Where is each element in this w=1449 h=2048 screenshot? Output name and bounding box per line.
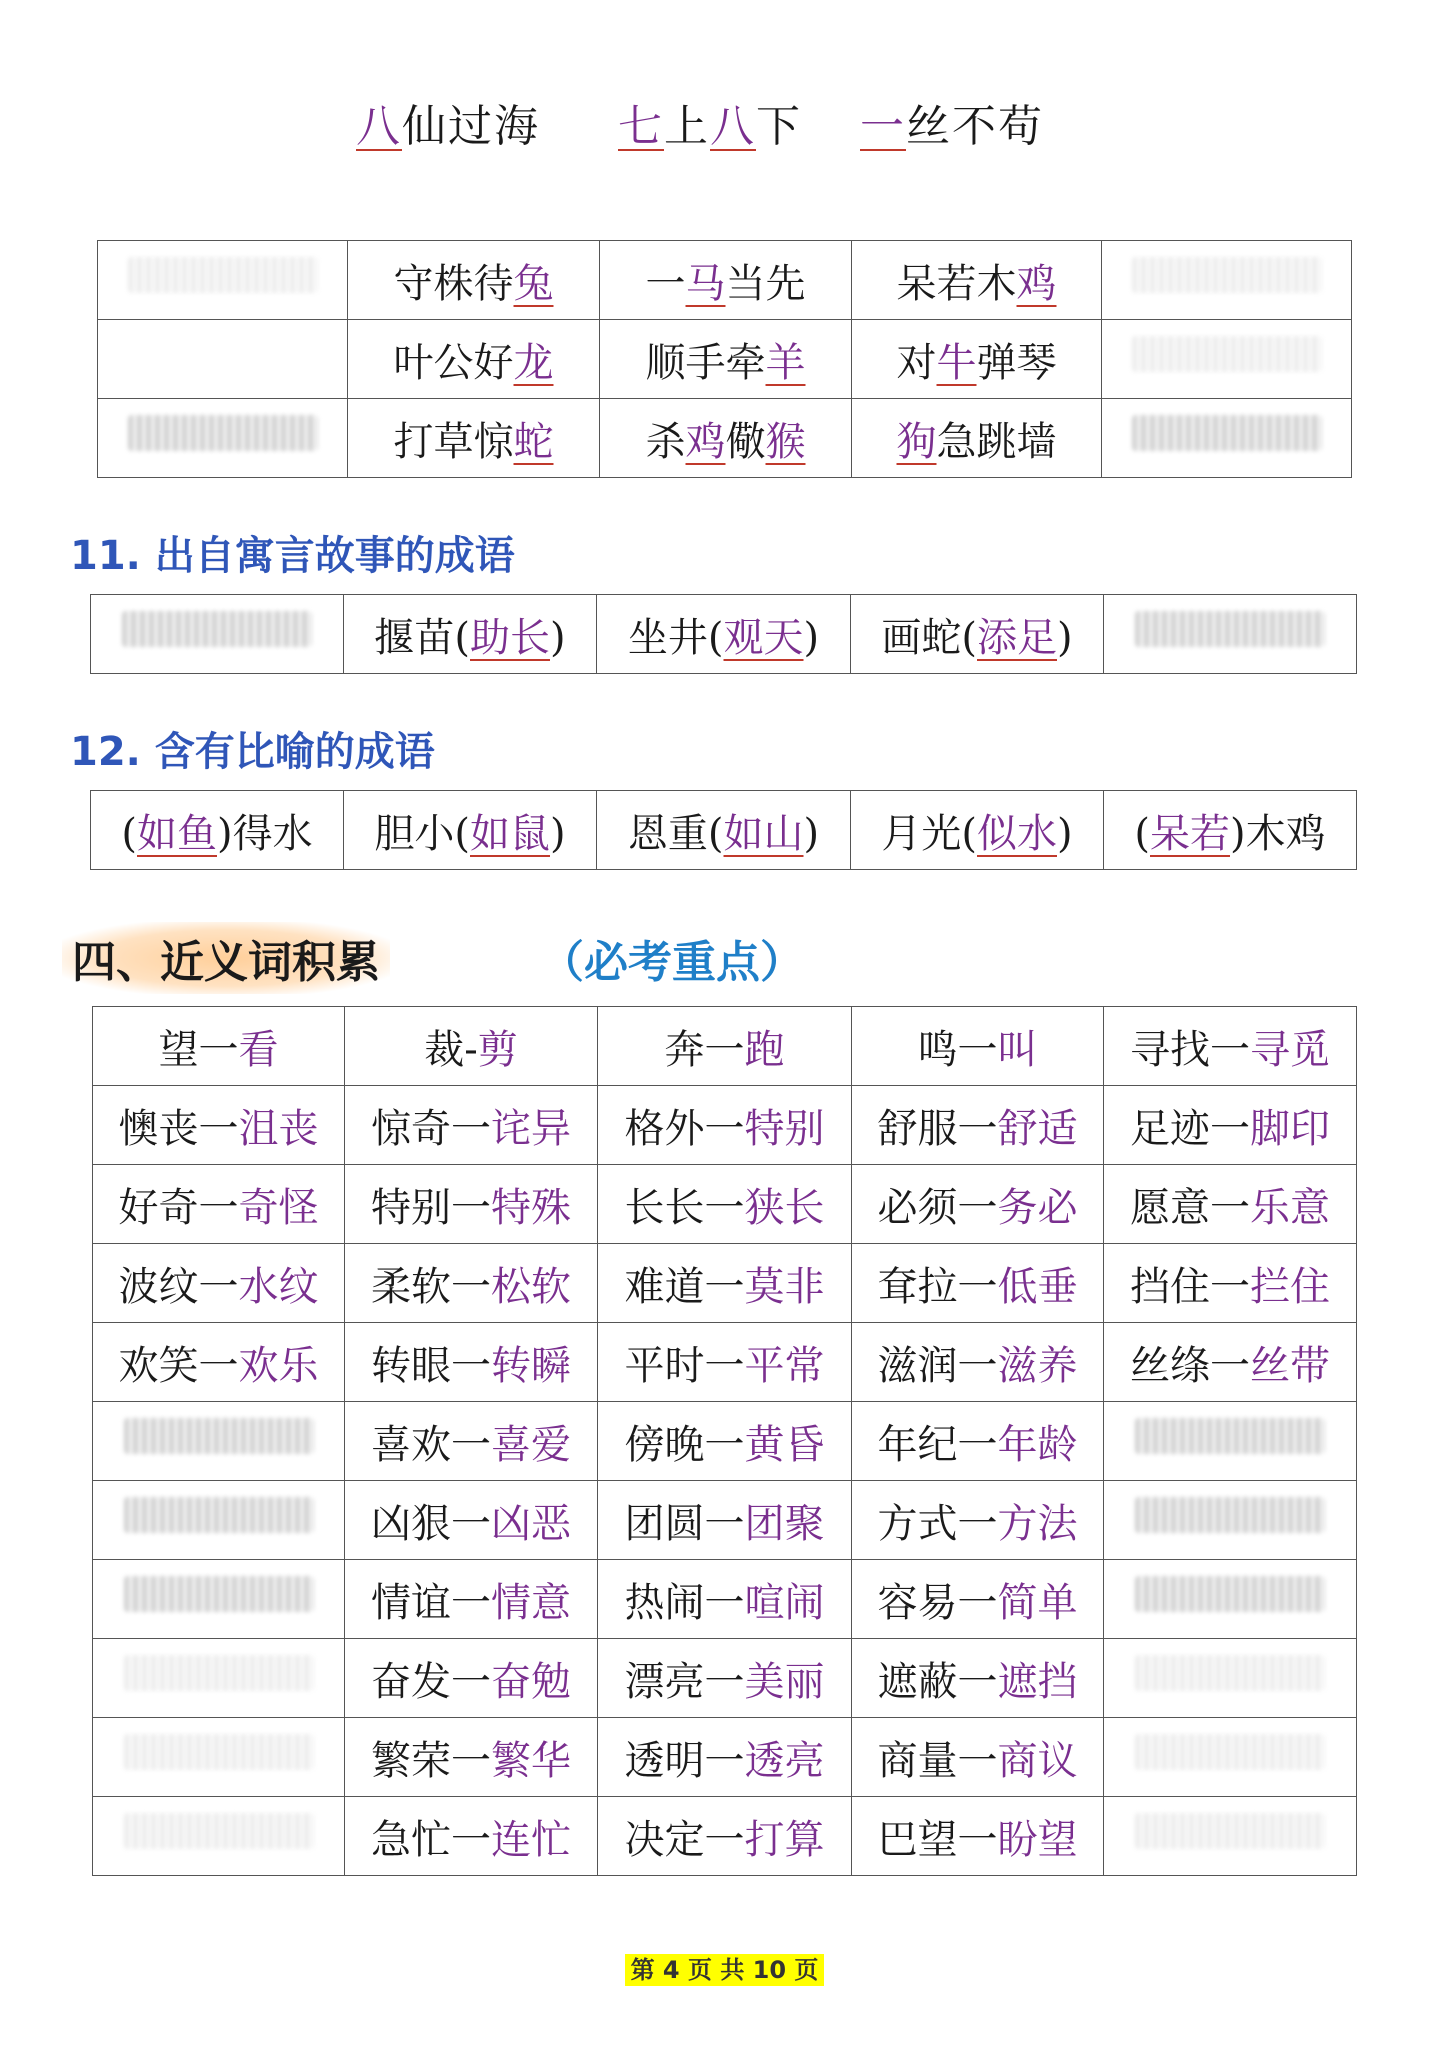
synonym-cell <box>345 1639 598 1718</box>
synonym-word: 耷拉一 <box>877 1263 998 1310</box>
synonym-word: 方式一 <box>877 1500 998 1547</box>
idiom-cell: 月光(似水) <box>851 791 1104 870</box>
synonym-answer: 转瞬 <box>491 1342 571 1389</box>
synonym-answer: 奇怪 <box>238 1184 319 1231</box>
synonym-word: 丝绦一 <box>1130 1342 1250 1389</box>
table-row <box>93 1086 1357 1165</box>
synonym-word: 特别一 <box>371 1184 491 1231</box>
idiom-ba-xian: 八仙过海 <box>356 101 540 152</box>
synonym-answer: 舒适 <box>997 1105 1078 1152</box>
synonym-word: 转眼一 <box>371 1342 491 1389</box>
zodiac-idiom-table <box>97 240 1352 478</box>
idiom-cell: 顺手牵羊 <box>600 320 852 399</box>
synonym-answer: 脚印 <box>1250 1105 1330 1152</box>
table-row <box>93 1797 1357 1876</box>
synonym-word: 挡住一 <box>1130 1263 1250 1310</box>
synonym-cell <box>345 1481 598 1560</box>
blurred-cell <box>93 1797 345 1876</box>
synonym-answer: 情意 <box>491 1579 571 1626</box>
idiom-cell: 一马当先 <box>600 241 852 320</box>
blurred-cell <box>93 1481 345 1560</box>
synonym-cell <box>598 1165 852 1244</box>
idiom-cell: 恩重(如山) <box>597 791 851 870</box>
blurred-cell <box>1104 1718 1357 1797</box>
blurred-cell <box>1102 241 1352 320</box>
synonym-word: 商量一 <box>877 1737 998 1784</box>
synonym-answer: 叫 <box>997 1026 1038 1073</box>
synonym-cell <box>1104 1165 1357 1244</box>
synonym-answer: 奋勉 <box>491 1658 571 1705</box>
synonym-word: 必须一 <box>877 1184 998 1231</box>
synonym-word: 懊丧一 <box>118 1105 239 1152</box>
synonym-answer: 商议 <box>997 1737 1078 1784</box>
table-row <box>93 1323 1357 1402</box>
blurred-cell <box>1104 1560 1357 1639</box>
synonym-answer: 诧异 <box>491 1105 571 1152</box>
idiom-cell: 杀鸡儆猴 <box>600 399 852 478</box>
table-row <box>93 1639 1357 1718</box>
synonym-cell <box>852 1165 1104 1244</box>
synonym-cell <box>345 1007 598 1086</box>
synonym-cell <box>345 1797 598 1876</box>
idiom-cell: 对牛弹琴 <box>852 320 1102 399</box>
synonym-word: 热闹一 <box>624 1579 745 1626</box>
blurred-cell <box>93 1402 345 1481</box>
blurred-cell <box>1104 1639 1357 1718</box>
blurred-cell <box>1102 320 1352 399</box>
blurred-cell <box>93 1560 345 1639</box>
synonym-word: 傍晚一 <box>624 1421 745 1468</box>
synonym-cell <box>1104 1086 1357 1165</box>
synonym-answer: 莫非 <box>744 1263 825 1310</box>
synonym-answer: 喜爱 <box>491 1421 571 1468</box>
table-row <box>98 399 1352 478</box>
synonym-answer: 寻觅 <box>1250 1026 1330 1073</box>
section-4-title: 四、近义词积累 <box>62 922 390 994</box>
synonym-answer: 沮丧 <box>238 1105 319 1152</box>
synonym-answer: 平常 <box>744 1342 825 1389</box>
synonym-word: 决定一 <box>624 1816 745 1863</box>
idiom-cell: 呆若木鸡 <box>852 241 1102 320</box>
synonym-answer: 水纹 <box>238 1263 319 1310</box>
metaphor-idiom-table <box>90 790 1357 870</box>
synonym-word: 欢笑一 <box>118 1342 239 1389</box>
synonym-word: 寻找一 <box>1130 1026 1250 1073</box>
page-number: 第 4 页 共 10 页 <box>625 1954 825 1986</box>
synonym-answer: 看 <box>238 1026 279 1073</box>
synonym-answer: 盼望 <box>997 1816 1078 1863</box>
synonym-cell <box>852 1244 1104 1323</box>
idiom-cell: 揠苗(助长) <box>344 595 597 674</box>
synonym-word: 鸣一 <box>917 1026 998 1073</box>
blurred-cell <box>1104 1481 1357 1560</box>
idiom-cell: 叶公好龙 <box>348 320 600 399</box>
blurred-cell <box>93 1718 345 1797</box>
page-footer <box>0 1950 1449 1985</box>
synonym-word: 格外一 <box>624 1105 745 1152</box>
synonym-cell <box>345 1323 598 1402</box>
synonym-answer: 剪 <box>477 1026 518 1073</box>
synonym-cell <box>93 1165 345 1244</box>
synonym-cell <box>598 1639 852 1718</box>
table-row <box>93 1244 1357 1323</box>
synonym-word: 透明一 <box>624 1737 745 1784</box>
synonym-answer: 年龄 <box>997 1421 1078 1468</box>
synonym-cell <box>1104 1323 1357 1402</box>
synonym-cell <box>852 1086 1104 1165</box>
synonym-cell <box>598 1323 852 1402</box>
synonym-word: 长长一 <box>624 1184 745 1231</box>
synonym-answer: 简单 <box>997 1579 1078 1626</box>
blurred-cell <box>98 241 348 320</box>
synonym-word: 巴望一 <box>877 1816 998 1863</box>
synonym-cell <box>345 1244 598 1323</box>
synonym-word: 裁- <box>424 1026 478 1073</box>
synonym-answer: 松软 <box>491 1263 571 1310</box>
synonym-answer: 乐意 <box>1250 1184 1330 1231</box>
synonym-cell <box>852 1560 1104 1639</box>
synonym-answer: 特别 <box>744 1105 825 1152</box>
synonym-cell <box>598 1797 852 1876</box>
table-row <box>93 1560 1357 1639</box>
synonym-answer: 滋养 <box>997 1342 1078 1389</box>
synonym-cell <box>598 1402 852 1481</box>
section-11-title: 11. 出自寓言故事的成语 <box>70 533 515 579</box>
synonym-cell <box>598 1481 852 1560</box>
idiom-qi-shang-ba-xia: 七上八下 <box>618 101 802 152</box>
synonym-answer: 黄昏 <box>744 1421 825 1468</box>
synonym-word: 望一 <box>158 1026 239 1073</box>
synonym-cell <box>345 1402 598 1481</box>
synonym-word: 愿意一 <box>1130 1184 1250 1231</box>
blurred-cell <box>98 399 348 478</box>
section-12-title: 12. 含有比喻的成语 <box>70 729 435 775</box>
synonym-cell <box>852 1718 1104 1797</box>
synonym-answer: 连忙 <box>491 1816 571 1863</box>
synonym-answer: 凶恶 <box>491 1500 571 1547</box>
synonym-answer: 团聚 <box>744 1500 825 1547</box>
synonym-word: 平时一 <box>624 1342 745 1389</box>
table-row <box>93 1718 1357 1797</box>
blurred-cell <box>98 320 348 399</box>
synonym-word: 凶狠一 <box>371 1500 491 1547</box>
synonym-cell <box>345 1165 598 1244</box>
synonym-table <box>92 1006 1357 1876</box>
idiom-yi-si-bu-gou: 一丝不苟 <box>860 101 1044 152</box>
synonym-cell <box>1104 1007 1357 1086</box>
synonym-cell <box>598 1244 852 1323</box>
idiom-cell: 狗急跳墙 <box>852 399 1102 478</box>
synonym-word: 情谊一 <box>371 1579 491 1626</box>
synonym-cell <box>852 1797 1104 1876</box>
synonym-answer: 方法 <box>997 1500 1078 1547</box>
synonym-cell <box>93 1323 345 1402</box>
synonym-word: 繁荣一 <box>371 1737 491 1784</box>
synonym-cell <box>598 1007 852 1086</box>
synonym-cell <box>852 1639 1104 1718</box>
synonym-word: 急忙一 <box>371 1816 491 1863</box>
table-row <box>98 241 1352 320</box>
idiom-cell: (呆若)木鸡 <box>1104 791 1357 870</box>
synonym-answer: 跑 <box>744 1026 785 1073</box>
synonym-cell <box>852 1007 1104 1086</box>
idiom-cell: 打草惊蛇 <box>348 399 600 478</box>
idiom-cell: 坐井(观天) <box>597 595 851 674</box>
table-row <box>93 1481 1357 1560</box>
blurred-cell <box>1104 1797 1357 1876</box>
fable-idiom-table <box>90 594 1357 674</box>
synonym-word: 惊奇一 <box>371 1105 491 1152</box>
synonym-word: 年纪一 <box>877 1421 998 1468</box>
idiom-cell: 胆小(如鼠) <box>344 791 597 870</box>
idiom-cell: (如鱼)得水 <box>91 791 344 870</box>
synonym-answer: 繁华 <box>491 1737 571 1784</box>
table-row <box>91 595 1357 674</box>
table-row <box>98 320 1352 399</box>
synonym-cell <box>345 1560 598 1639</box>
table-row <box>93 1402 1357 1481</box>
synonym-word: 难道一 <box>624 1263 745 1310</box>
synonym-cell <box>598 1086 852 1165</box>
synonym-answer: 美丽 <box>744 1658 825 1705</box>
table-row <box>93 1007 1357 1086</box>
idiom-cell: 守株待兔 <box>348 241 600 320</box>
blurred-cell <box>93 1639 345 1718</box>
table-row <box>93 1165 1357 1244</box>
synonym-cell <box>93 1007 345 1086</box>
idiom-cell: 画蛇(添足) <box>851 595 1104 674</box>
synonym-answer: 务必 <box>997 1184 1078 1231</box>
synonym-word: 奔一 <box>664 1026 745 1073</box>
synonym-answer: 透亮 <box>744 1737 825 1784</box>
synonym-cell <box>598 1718 852 1797</box>
synonym-cell <box>93 1244 345 1323</box>
synonym-word: 容易一 <box>877 1579 998 1626</box>
synonym-cell <box>345 1718 598 1797</box>
synonym-word: 滋润一 <box>877 1342 998 1389</box>
synonym-word: 奋发一 <box>371 1658 491 1705</box>
synonym-word: 足迹一 <box>1130 1105 1250 1152</box>
synonym-word: 波纹一 <box>118 1263 239 1310</box>
must-test-badge: （必考重点） <box>540 937 804 988</box>
synonym-word: 喜欢一 <box>371 1421 491 1468</box>
synonym-word: 漂亮一 <box>624 1658 745 1705</box>
synonym-answer: 丝带 <box>1250 1342 1330 1389</box>
blurred-cell <box>91 595 344 674</box>
synonym-cell <box>1104 1244 1357 1323</box>
synonym-word: 遮蔽一 <box>877 1658 998 1705</box>
blurred-cell <box>1104 595 1357 674</box>
synonym-cell <box>852 1402 1104 1481</box>
synonym-cell <box>345 1086 598 1165</box>
top-idiom-line <box>0 90 1449 150</box>
synonym-answer: 欢乐 <box>238 1342 319 1389</box>
synonym-cell <box>852 1481 1104 1560</box>
table-row <box>91 791 1357 870</box>
synonym-word: 舒服一 <box>877 1105 998 1152</box>
synonym-answer: 遮挡 <box>997 1658 1078 1705</box>
synonym-word: 柔软一 <box>371 1263 491 1310</box>
synonym-cell <box>93 1086 345 1165</box>
synonym-word: 团圆一 <box>624 1500 745 1547</box>
synonym-answer: 拦住 <box>1250 1263 1330 1310</box>
synonym-answer: 低垂 <box>997 1263 1078 1310</box>
blurred-cell <box>1104 1402 1357 1481</box>
blurred-cell <box>1102 399 1352 478</box>
synonym-word: 好奇一 <box>118 1184 239 1231</box>
synonym-answer: 狭长 <box>744 1184 825 1231</box>
synonym-cell <box>598 1560 852 1639</box>
synonym-answer: 特殊 <box>491 1184 571 1231</box>
synonym-cell <box>852 1323 1104 1402</box>
synonym-answer: 打算 <box>744 1816 825 1863</box>
synonym-answer: 喧闹 <box>744 1579 825 1626</box>
